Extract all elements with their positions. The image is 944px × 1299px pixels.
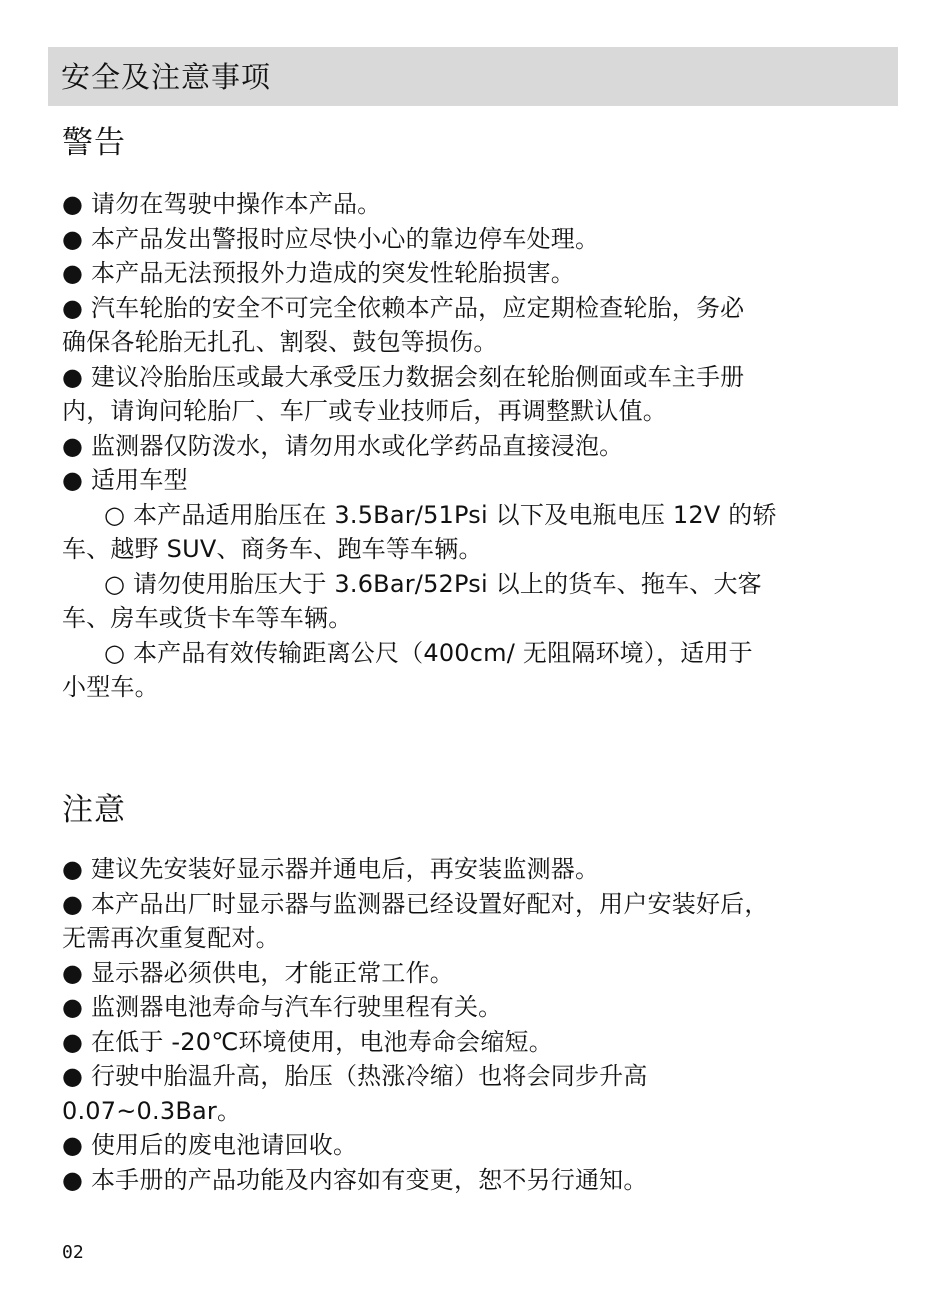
warning-line: 确保各轮胎无扎孔、割裂、鼓包等损伤。 [62,328,498,356]
page-title: 安全及注意事项 [61,60,272,94]
warning-line: ● 监测器仅防泼水，请勿用水或化学药品直接浸泡。 [62,431,624,460]
title-bar [48,47,898,106]
warning-line: ● 适用车型 [62,466,188,494]
warning-line: 车、房车或货卡车等车辆。 [62,604,353,632]
warning-line: ● 建议冷胎胎压或最大承受压力数据会刻在轮胎侧面或车主手册 [62,362,745,391]
caution-line: ● 监测器电池寿命与汽车行驶里程有关。 [62,993,503,1021]
caution-line: 无需再次重复配对。 [62,924,280,952]
page-number: 02 [62,1242,84,1263]
caution-line: ● 建议先安装好显示器并通电后，再安装监测器。 [62,855,600,883]
warning-subline: ○ 请勿使用胎压大于 3.6Bar/52Psi 以上的货车、拖车、大客 [104,569,762,598]
warning-line: ● 汽车轮胎的安全不可完全依赖本产品，应定期检查轮胎，务必 [62,293,745,322]
warning-heading: 警告 [62,125,126,161]
caution-line: ● 本产品出厂时显示器与监测器已经设置好配对，用户安装好后， [62,889,769,918]
warning-line: ● 本产品发出警报时应尽快小心的靠边停车处理。 [62,224,600,253]
caution-heading: 注意 [62,792,126,828]
warning-line: 车、越野 SUV、商务车、跑车等车辆。 [62,535,483,563]
caution-line: ● 本手册的产品功能及内容如有变更，恕不另行通知。 [62,1165,648,1194]
warning-list [62,187,888,705]
caution-line: ● 在低于 -20℃环境使用，电池寿命会缩短。 [62,1027,553,1056]
caution-line: 0.07~0.3Bar。 [62,1096,242,1125]
caution-line: ● 行驶中胎温升高，胎压（热涨冷缩）也将会同步升高 [62,1062,648,1090]
warning-subline: ○ 本产品有效传输距离公尺（400cm/ 无阻隔环境），适用于 [104,638,753,667]
warning-line: 小型车。 [62,673,159,701]
warning-subline: ○ 本产品适用胎压在 3.5Bar/51Psi 以下及电瓶电压 12V 的轿 [104,500,777,529]
warning-line: ● 请勿在驾驶中操作本产品。 [62,190,382,218]
caution-line: ● 显示器必须供电，才能正常工作。 [62,958,454,987]
warning-line: 内，请询问轮胎厂、车厂或专业技师后，再调整默认值。 [62,397,667,425]
caution-list [62,852,888,1197]
warning-line: ● 本产品无法预报外力造成的突发性轮胎损害。 [62,259,575,287]
caution-line: ● 使用后的废电池请回收。 [62,1131,358,1159]
